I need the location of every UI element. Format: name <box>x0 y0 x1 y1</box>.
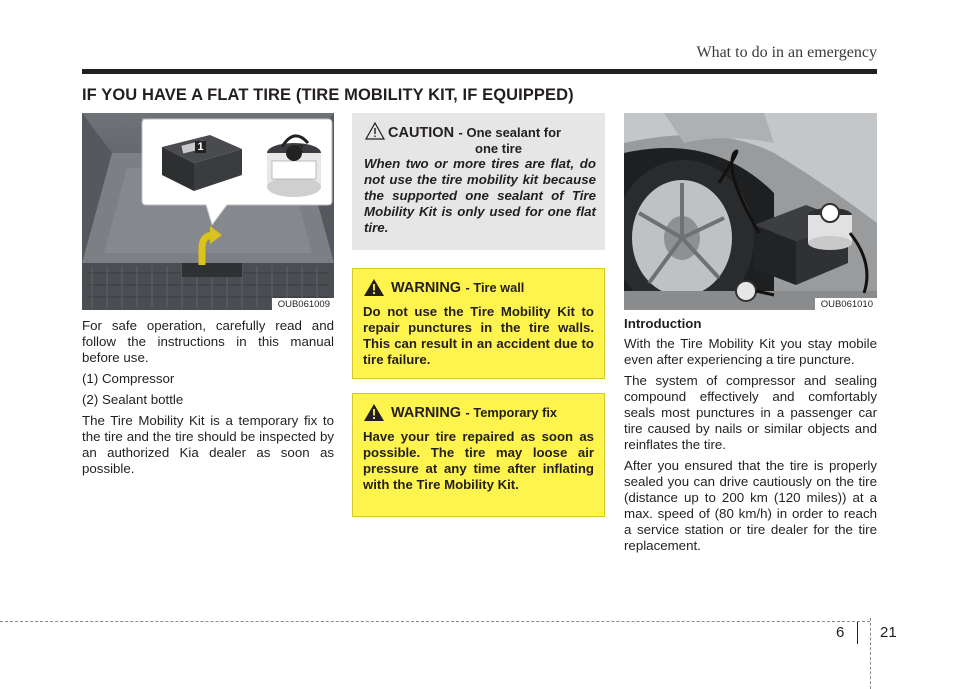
header-rule <box>82 69 877 74</box>
temporary-fix-paragraph: The Tire Mobility Kit is a temporary fix to the tire and the tire should be inspected by an authorized Kia dealer as soon as possible. <box>82 413 334 476</box>
section-title: IF YOU HAVE A FLAT TIRE (TIRE MOBILITY KIT, IF EQUIPPED) <box>82 86 574 104</box>
caution-box <box>352 113 605 250</box>
list-item-sealant-bottle: (2) Sealant bottle <box>82 392 184 407</box>
caution-subtitle-2: one tire <box>475 141 522 156</box>
tire-kit-illustration <box>624 113 877 310</box>
left-column <box>82 318 334 482</box>
warning-label: WARNING <box>391 405 462 421</box>
figure-kit-on-tire <box>624 113 877 310</box>
running-header: What to do in an emergency <box>696 44 877 61</box>
warning-label: WARNING <box>391 280 462 296</box>
warning-box-temporary-fix <box>352 393 605 517</box>
right-column <box>624 316 877 559</box>
figure-code-left: OUB061009 <box>272 298 334 310</box>
warning-body-temporary-fix: Have your tire repaired as soon as possible. The tire may loose air pressure at any time after inflating with the Tire Mobility Kit. <box>363 429 594 492</box>
list-item-compressor: (1) Compressor <box>82 371 175 386</box>
caution-triangle-icon <box>365 122 385 140</box>
warning-triangle-icon <box>363 403 385 422</box>
figure-trunk-kit <box>82 113 334 310</box>
warning-triangle-icon <box>363 278 385 297</box>
warning-heading-tire-wall <box>391 279 524 297</box>
page-number-separator <box>857 622 858 644</box>
warning-subtitle: - Tire wall <box>465 280 525 295</box>
intro-mobility-paragraph: With the Tire Mobility Kit you stay mobile even after experiencing a tire puncture. <box>624 336 877 367</box>
caution-body: When two or more tires are flat, do not use the tire mobility kit because the supported one sealant of Tire Mobility Kit is only used for one flat tire. <box>364 156 596 235</box>
chapter-number: 6 <box>836 624 845 641</box>
intro-paragraph: For safe operation, carefully read and follow the instructions in this manual before use. <box>82 318 334 365</box>
warning-heading-temporary-fix <box>391 404 557 422</box>
footer-rule <box>0 621 870 622</box>
page-number: 21 <box>880 624 897 641</box>
footer-crop-mark <box>870 618 872 689</box>
warning-box-tire-wall <box>352 268 605 379</box>
warning-body-tire-wall: Do not use the Tire Mobility Kit to repair punctures in the tire walls. This can result in an accident due to tire failure. <box>363 304 594 367</box>
caution-subtitle-1: - One sealant for <box>458 125 562 140</box>
driving-paragraph: After you ensured that the tire is properly sealed you can drive cautiously on the tire (distance up to 200 km (120 miles)) at a max. speed of (80 km/h) in order to reach a service station or tire dealer for the tire replacement. <box>624 458 877 553</box>
callout-1: 1 <box>195 141 206 153</box>
callout-2: 2 <box>297 143 304 155</box>
figure-code-right: OUB061010 <box>815 298 877 310</box>
system-paragraph: The system of compressor and sealing compound effectively and comfortably seals most punctures in a passenger car tire caused by nails or similar objects and reinflates the tire. <box>624 373 877 452</box>
caution-label: CAUTION <box>388 125 455 141</box>
warning-subtitle: - Temporary fix <box>465 405 558 420</box>
introduction-heading: Introduction <box>624 316 702 331</box>
